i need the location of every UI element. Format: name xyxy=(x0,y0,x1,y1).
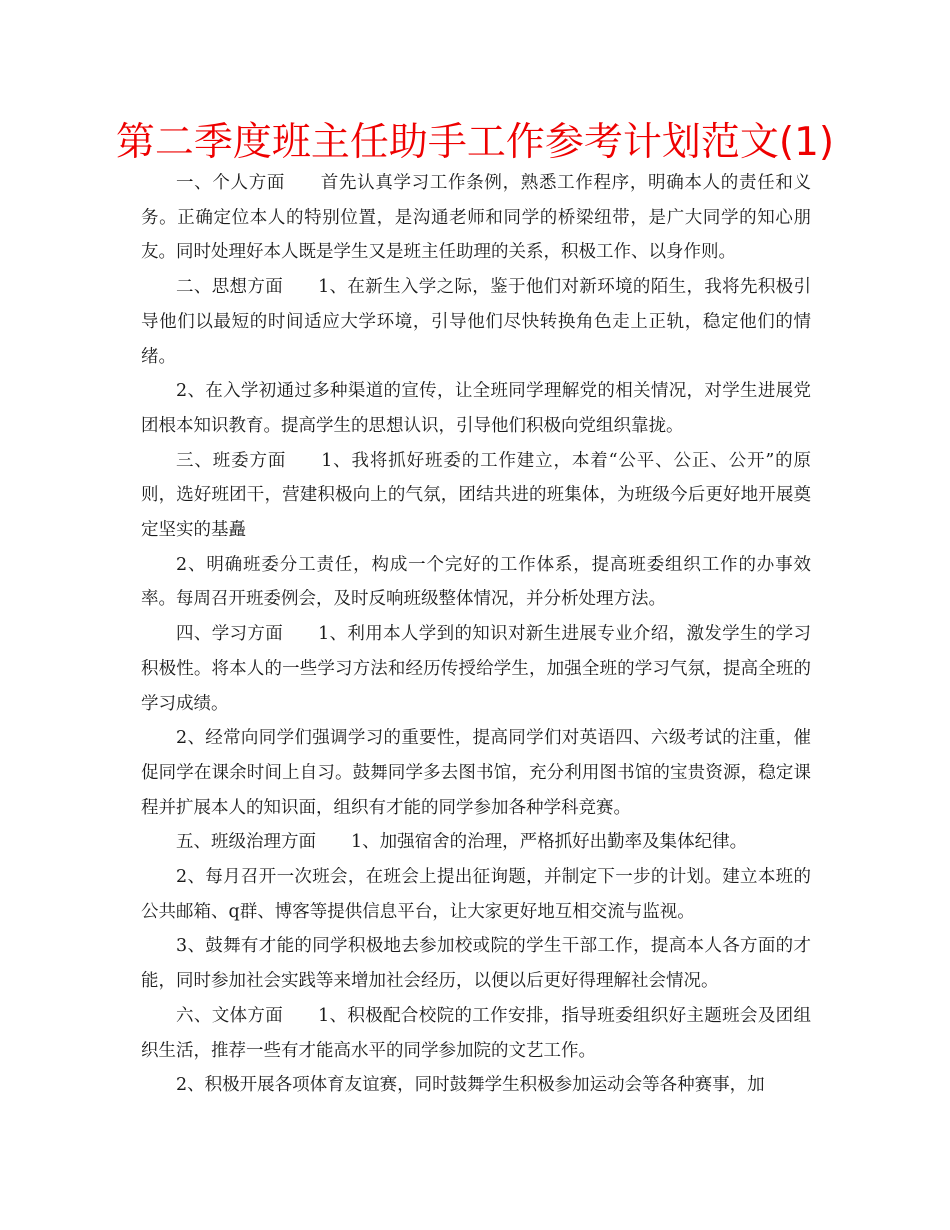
paragraph-committee-2 xyxy=(141,548,811,617)
paragraph-culture-2 xyxy=(141,1068,811,1103)
section-heading: 六、文体方面 xyxy=(176,1005,284,1026)
paragraph-ideology-1 xyxy=(141,270,811,374)
paragraph-management-1 xyxy=(141,825,811,860)
paragraph-ideology-2 xyxy=(141,374,811,443)
section-heading: 五、班级治理方面 xyxy=(176,832,316,853)
section-heading: 四、学习方面 xyxy=(176,624,284,645)
paragraph-text: 1、加强宿舍的治理，严格抓好出勤率及集体纪律。 xyxy=(351,832,748,853)
paragraph-committee-1 xyxy=(141,444,811,548)
paragraph-text: 1、利用本人学到的知识对新生进展专业介绍，激发学生的学习积极性。将本人的一些学习方法和经历传授给学生，加强全班的学习气氛，提高全班的学习成绩。 xyxy=(141,624,812,714)
paragraph-text: 2、积极开展各项体育友谊赛，同时鼓舞学生积极参加运动会等各种赛事，加 xyxy=(176,1075,765,1096)
paragraph-text: 1、积极配合校院的工作安排，指导班委组织好主题班会及团组织生活，推荐一些有才能高水平的同学参加院的文艺工作。 xyxy=(141,1005,812,1061)
section-heading: 三、班委方面 xyxy=(176,450,287,471)
paragraph-text: 2、经常向同学们强调学习的重要性，提高同学们对英语四、六级考试的注重，催促同学在课余时间上自习。鼓舞同学多去图书馆，充分利用图书馆的宝贵资源，稳定课程并扩展本人的知识面，组织有才能的同学参加各种学科竞赛。 xyxy=(141,728,811,818)
paragraph-management-3 xyxy=(141,929,811,998)
section-heading: 一、个人方面 xyxy=(176,173,286,193)
paragraph-text: 2、明确班委分工责任，构成一个完好的工作体系，提高班委组织工作的办事效率。每周召开班委例会，及时反响班级整体情况，并分析处理方法。 xyxy=(141,554,811,610)
document-body xyxy=(141,166,811,1103)
paragraph-personal xyxy=(141,166,811,270)
paragraph-text: 首先认真学习工作条例，熟悉工作程序，明确本人的责任和义务。正确定位本人的特别位置，是沟通老师和同学的桥梁纽带，是广大同学的知心朋友。同时处理好本人既是学生又是班主任助理的关系，积极工作、以身作则。 xyxy=(141,173,812,263)
paragraph-text: 2、每月召开一次班会，在班会上提出征询题，并制定下一步的计划。建立本班的公共邮箱、q群、博客等提供信息平台，让大家更好地互相交流与监视。 xyxy=(141,867,811,922)
paragraph-management-2 xyxy=(141,860,811,929)
section-heading: 二、思想方面 xyxy=(176,277,284,298)
paragraph-study-2 xyxy=(141,721,811,825)
paragraph-culture-1 xyxy=(141,999,811,1068)
paragraph-text: 1、在新生入学之际，鉴于他们对新环境的陌生，我将先积极引导他们以最短的时间适应大学环境，引导他们尽快转换角色走上正轨，稳定他们的情绪。 xyxy=(141,277,812,367)
paragraph-study-1 xyxy=(141,617,811,721)
document-title: 第二季度班主任助手工作参考计划范文(1) xyxy=(115,120,835,165)
paragraph-text: 2、在入学初通过多种渠道的宣传，让全班同学理解党的相关情况，对学生进展党团根本知识教育。提高学生的思想认识，引导他们积极向党组织靠拢。 xyxy=(141,381,811,436)
paragraph-text: 1、我将抓好班委的工作建立，本着“公平、公正、公开”的原则，选好班团干，营建积极向上的气氛，团结共进的班集体，为班级今后更好地开展奠定坚实的基矗 xyxy=(141,450,812,541)
paragraph-text: 3、鼓舞有才能的同学积极地去参加校或院的学生干部工作，提高本人各方面的才能，同时参加社会实践等来增加社会经历，以便以后更好得理解社会情况。 xyxy=(141,936,811,992)
